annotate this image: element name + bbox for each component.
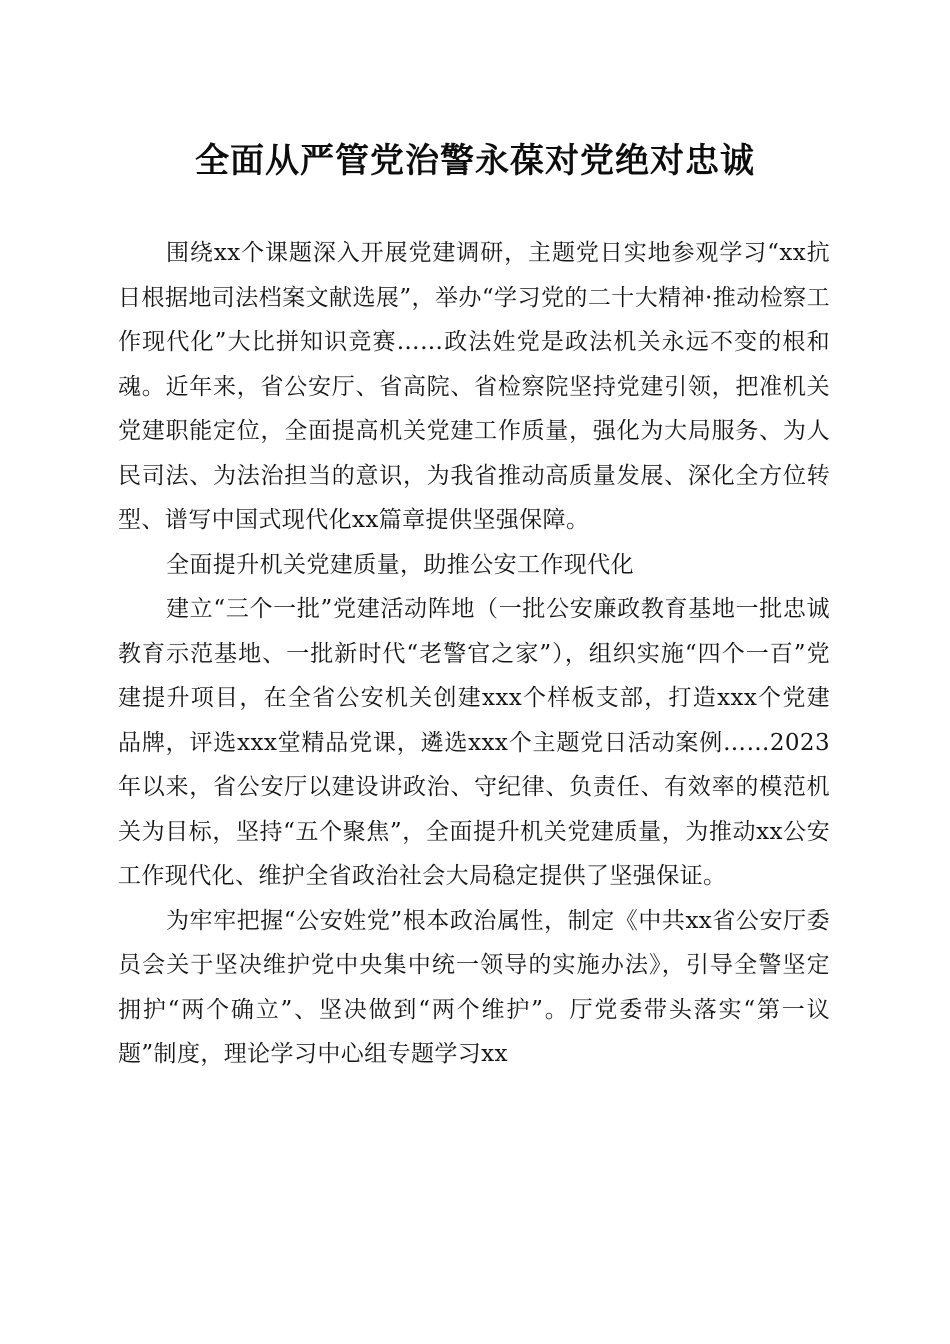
document-body (118, 231, 830, 1077)
paragraph-political-attribute: 为牢牢把握“公安姓党”根本政治属性，制定《中共xx省公安厅委员会关于坚决维护党中央集中统一领导的实施办法》，引导全警坚定拥护“两个确立”、坚决做到“两个维护”。厅党委带头落实“第一议题”制度，理论学习中心组专题学习xx (118, 907, 830, 1067)
page-title: 全面从严管党治警永葆对党绝对忠诚 (195, 141, 755, 181)
section-heading: 全面提升机关党建质量，助推公安工作现代化 (166, 551, 634, 578)
paragraph-intro: 围绕xx个课题深入开展党建调研，主题党日实地参观学习“xx抗日根据地司法档案文献选展”，举办“学习党的二十大精神·推动检察工作现代化”大比拼知识竞赛……政法姓党是政法机关永远不变的根和魂。近年来，省公安厅、省高院、省检察院坚持党建引领，把准机关党建职能定位，全面提高机关党建工作质量，强化为大局服务、为人民司法、为法治担当的意识，为我省推动高质量发展、深化全方位转型、谱写中国式现代化xx篇章提供坚强保障。 (118, 240, 830, 533)
paragraph-party-building: 建立“三个一批”党建活动阵地（一批公安廉政教育基地一批忠诚教育示范基地、一批新时代“老警官之家”），组织实施“四个一百”党建提升项目，在全省公安机关创建xxx个样板支部，打造xxx个党建品牌，评选xxx堂精品党课，遴选xxx个主题党日活动案例……2023年以来，省公安厅以建设讲政治、守纪律、负责任、有效率的模范机关为目标，坚持“五个聚焦”，全面提升机关党建质量，为推动xx公安工作现代化、维护全省政治社会大局稳定提供了坚强保证。 (118, 596, 830, 889)
